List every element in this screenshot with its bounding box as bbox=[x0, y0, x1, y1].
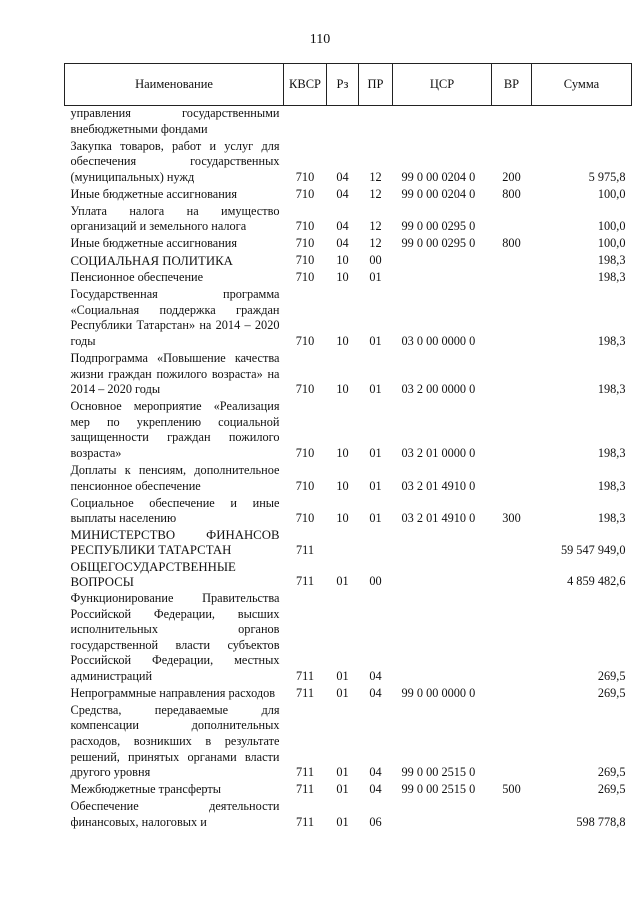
cell-sum: 269,5 bbox=[597, 668, 626, 683]
cell-kvsr: 710 bbox=[295, 219, 315, 234]
cell-csr: 99 0 00 0000 0 bbox=[401, 685, 476, 700]
cell-kvsr: 711 bbox=[296, 542, 314, 557]
cell-vr bbox=[492, 287, 532, 351]
cell-pr: 01 bbox=[369, 334, 382, 349]
cell-rz: 04 bbox=[336, 169, 349, 184]
cell-rz: 10 bbox=[336, 382, 349, 397]
cell-kvsr: 710 bbox=[295, 186, 315, 201]
cell-pr: 12 bbox=[369, 186, 382, 201]
cell-csr: 03 2 01 4910 0 bbox=[401, 511, 476, 526]
cell-kvsr: 711 bbox=[296, 814, 314, 829]
cell-name: Государственная программа «Социальная поддержка граждан Республики Татарстан» на 2014 – 2020 годы bbox=[70, 287, 280, 349]
cell-vr: 300 bbox=[502, 511, 521, 526]
cell-rz: 04 bbox=[336, 219, 349, 234]
header-pr: ПР bbox=[359, 64, 393, 106]
cell-pr: 12 bbox=[369, 219, 382, 234]
header-csr: ЦСР bbox=[393, 64, 492, 106]
cell-rz: 01 bbox=[336, 782, 349, 797]
cell-csr bbox=[393, 560, 492, 591]
cell-sum: 269,5 bbox=[597, 782, 626, 797]
cell-name: Уплата налога на имущество организаций и земельного налога bbox=[70, 203, 280, 234]
cell-name: Средства, передаваемые для компенсации дополнительных расходов, возникших в результате решений, принятых органами власти другого уровня bbox=[70, 702, 280, 780]
cell-pr: 12 bbox=[369, 236, 382, 251]
cell-vr bbox=[492, 463, 532, 496]
table-row bbox=[65, 782, 632, 799]
cell-rz bbox=[327, 106, 359, 139]
cell-name: ОБЩЕГОСУДАРСТВЕННЫЕ ВОПРОСЫ bbox=[70, 559, 236, 589]
cell-csr: 03 2 00 0000 0 bbox=[401, 382, 476, 397]
cell-sum: 198,3 bbox=[597, 334, 626, 349]
cell-pr: 06 bbox=[369, 814, 382, 829]
cell-name: Закупка товаров, работ и услуг для обеспечения государственных (муниципальных) нужд bbox=[70, 138, 280, 184]
cell-csr bbox=[393, 591, 492, 686]
table-row bbox=[65, 270, 632, 287]
cell-vr bbox=[492, 399, 532, 463]
cell-vr: 500 bbox=[502, 782, 521, 797]
cell-rz: 10 bbox=[336, 445, 349, 460]
cell-sum: 598 778,8 bbox=[576, 814, 626, 829]
cell-pr: 04 bbox=[369, 685, 382, 700]
table-row bbox=[65, 253, 632, 270]
cell-kvsr: 711 bbox=[296, 668, 314, 683]
cell-kvsr: 710 bbox=[295, 169, 315, 184]
cell-kvsr: 710 bbox=[295, 236, 315, 251]
table-row bbox=[65, 187, 632, 204]
cell-name: Обеспечение деятельности финансовых, налоговых и bbox=[70, 799, 280, 829]
cell-rz: 01 bbox=[336, 765, 349, 780]
cell-pr: 04 bbox=[369, 765, 382, 780]
cell-csr: 03 0 00 0000 0 bbox=[401, 334, 476, 349]
cell-name: Непрограммные направления расходов bbox=[70, 685, 276, 700]
cell-csr bbox=[393, 270, 492, 287]
cell-csr: 03 2 01 0000 0 bbox=[401, 445, 476, 460]
cell-name: Основное мероприятие «Реализация мер по укреплению социальной защищенности граждан пожилого возраста» bbox=[70, 399, 280, 460]
cell-name: Пенсионное обеспечение bbox=[70, 270, 204, 285]
cell-kvsr: 711 bbox=[296, 685, 314, 700]
cell-kvsr: 710 bbox=[295, 445, 315, 460]
cell-csr: 99 0 00 0295 0 bbox=[401, 236, 476, 251]
cell-vr: 800 bbox=[502, 186, 521, 201]
cell-csr: 99 0 00 0204 0 bbox=[401, 186, 476, 201]
cell-rz: 01 bbox=[336, 685, 349, 700]
cell-sum: 198,3 bbox=[597, 382, 626, 397]
table-row bbox=[65, 351, 632, 399]
cell-sum: 5 975,8 bbox=[588, 169, 626, 184]
table-row bbox=[65, 399, 632, 463]
cell-vr bbox=[492, 351, 532, 399]
cell-kvsr: 710 bbox=[295, 270, 315, 285]
cell-csr bbox=[393, 106, 492, 139]
table-row bbox=[65, 591, 632, 686]
cell-vr bbox=[492, 560, 532, 591]
header-rz: Рз bbox=[327, 64, 359, 106]
cell-vr bbox=[492, 591, 532, 686]
cell-sum: 269,5 bbox=[597, 765, 626, 780]
cell-sum: 4 859 482,6 bbox=[567, 573, 626, 588]
cell-rz: 01 bbox=[336, 814, 349, 829]
cell-kvsr: 710 bbox=[295, 511, 315, 526]
header-vr: ВР bbox=[492, 64, 532, 106]
cell-name: управления государственными внебюджетными фондами bbox=[70, 106, 280, 136]
cell-kvsr: 710 bbox=[295, 334, 315, 349]
cell-pr bbox=[359, 106, 393, 139]
table-row bbox=[65, 204, 632, 237]
cell-vr bbox=[492, 686, 532, 703]
cell-name: Подпрограмма «Повышение качества жизни граждан пожилого возраста» на 2014 – 2020 годы bbox=[70, 351, 280, 397]
table-row bbox=[65, 799, 632, 832]
table-row bbox=[65, 560, 632, 591]
cell-pr: 01 bbox=[369, 382, 382, 397]
cell-sum: 100,0 bbox=[597, 236, 626, 251]
cell-vr bbox=[492, 703, 532, 782]
cell-csr: 03 2 01 4910 0 bbox=[401, 478, 476, 493]
cell-csr: 99 0 00 0204 0 bbox=[401, 169, 476, 184]
table-row bbox=[65, 106, 632, 139]
cell-csr bbox=[393, 799, 492, 832]
cell-sum: 198,3 bbox=[597, 511, 626, 526]
cell-sum bbox=[532, 106, 632, 139]
table-row bbox=[65, 703, 632, 782]
table-header bbox=[65, 64, 632, 106]
cell-rz: 01 bbox=[336, 573, 349, 588]
cell-pr: 01 bbox=[369, 270, 382, 285]
budget-table bbox=[64, 63, 632, 832]
table-row bbox=[65, 139, 632, 187]
cell-vr bbox=[492, 799, 532, 832]
cell-sum: 198,3 bbox=[597, 270, 626, 285]
cell-sum: 59 547 949,0 bbox=[560, 542, 626, 557]
cell-pr: 04 bbox=[369, 668, 382, 683]
cell-csr: 99 0 00 2515 0 bbox=[401, 765, 476, 780]
cell-rz bbox=[327, 528, 359, 559]
cell-name: МИНИСТЕРСТВО ФИНАНСОВ РЕСПУБЛИКИ ТАТАРСТАН bbox=[70, 528, 280, 558]
cell-kvsr: 711 bbox=[296, 573, 314, 588]
cell-pr: 04 bbox=[369, 782, 382, 797]
cell-kvsr bbox=[284, 106, 327, 139]
table-row bbox=[65, 496, 632, 529]
cell-rz: 01 bbox=[336, 668, 349, 683]
cell-sum: 100,0 bbox=[597, 186, 626, 201]
cell-pr: 12 bbox=[369, 169, 382, 184]
cell-vr bbox=[492, 270, 532, 287]
table-body bbox=[65, 106, 632, 832]
cell-pr: 01 bbox=[369, 445, 382, 460]
cell-rz: 10 bbox=[336, 270, 349, 285]
cell-vr: 200 bbox=[502, 169, 521, 184]
table-row bbox=[65, 236, 632, 253]
cell-rz: 10 bbox=[336, 511, 349, 526]
cell-csr: 99 0 00 2515 0 bbox=[401, 782, 476, 797]
cell-kvsr: 710 bbox=[295, 382, 315, 397]
cell-rz: 10 bbox=[336, 253, 349, 268]
header-sum: Сумма bbox=[532, 64, 632, 106]
cell-kvsr: 711 bbox=[296, 782, 314, 797]
cell-sum: 269,5 bbox=[597, 685, 626, 700]
cell-kvsr: 711 bbox=[296, 765, 314, 780]
cell-rz: 04 bbox=[336, 186, 349, 201]
cell-rz: 04 bbox=[336, 236, 349, 251]
cell-csr bbox=[393, 528, 492, 559]
cell-vr bbox=[492, 253, 532, 270]
cell-csr: 99 0 00 0295 0 bbox=[401, 219, 476, 234]
header-name: Наименование bbox=[65, 64, 284, 106]
table-row bbox=[65, 463, 632, 496]
cell-kvsr: 710 bbox=[295, 253, 315, 268]
cell-sum: 198,3 bbox=[597, 253, 626, 268]
cell-vr bbox=[492, 106, 532, 139]
cell-vr bbox=[492, 204, 532, 237]
cell-sum: 198,3 bbox=[597, 478, 626, 493]
cell-vr bbox=[492, 528, 532, 559]
cell-name: Межбюджетные трансферты bbox=[70, 782, 222, 797]
cell-pr: 00 bbox=[369, 573, 382, 588]
page-number: 110 bbox=[309, 32, 331, 47]
cell-kvsr: 710 bbox=[295, 478, 315, 493]
table-row bbox=[65, 287, 632, 351]
cell-pr bbox=[359, 528, 393, 559]
cell-name: Функционирование Правительства Российской Федерации, высших исполнительных органов государственной власти субъектов Российской Федерации, местных администраций bbox=[70, 590, 280, 683]
cell-sum: 100,0 bbox=[597, 219, 626, 234]
table-row bbox=[65, 686, 632, 703]
cell-pr: 00 bbox=[369, 253, 382, 268]
cell-name: Иные бюджетные ассигнования bbox=[70, 186, 238, 201]
header-kvsr: КВСР bbox=[284, 64, 327, 106]
cell-vr: 800 bbox=[502, 236, 521, 251]
cell-rz: 10 bbox=[336, 478, 349, 493]
cell-sum: 198,3 bbox=[597, 445, 626, 460]
cell-name: СОЦИАЛЬНАЯ ПОЛИТИКА bbox=[70, 253, 233, 268]
table-row bbox=[65, 528, 632, 559]
cell-pr: 01 bbox=[369, 511, 382, 526]
cell-csr bbox=[393, 253, 492, 270]
cell-name: Иные бюджетные ассигнования bbox=[70, 236, 238, 251]
cell-name: Социальное обеспечение и иные выплаты населению bbox=[70, 495, 280, 526]
cell-rz: 10 bbox=[336, 334, 349, 349]
cell-name: Доплаты к пенсиям, дополнительное пенсионное обеспечение bbox=[70, 462, 280, 493]
cell-pr: 01 bbox=[369, 478, 382, 493]
